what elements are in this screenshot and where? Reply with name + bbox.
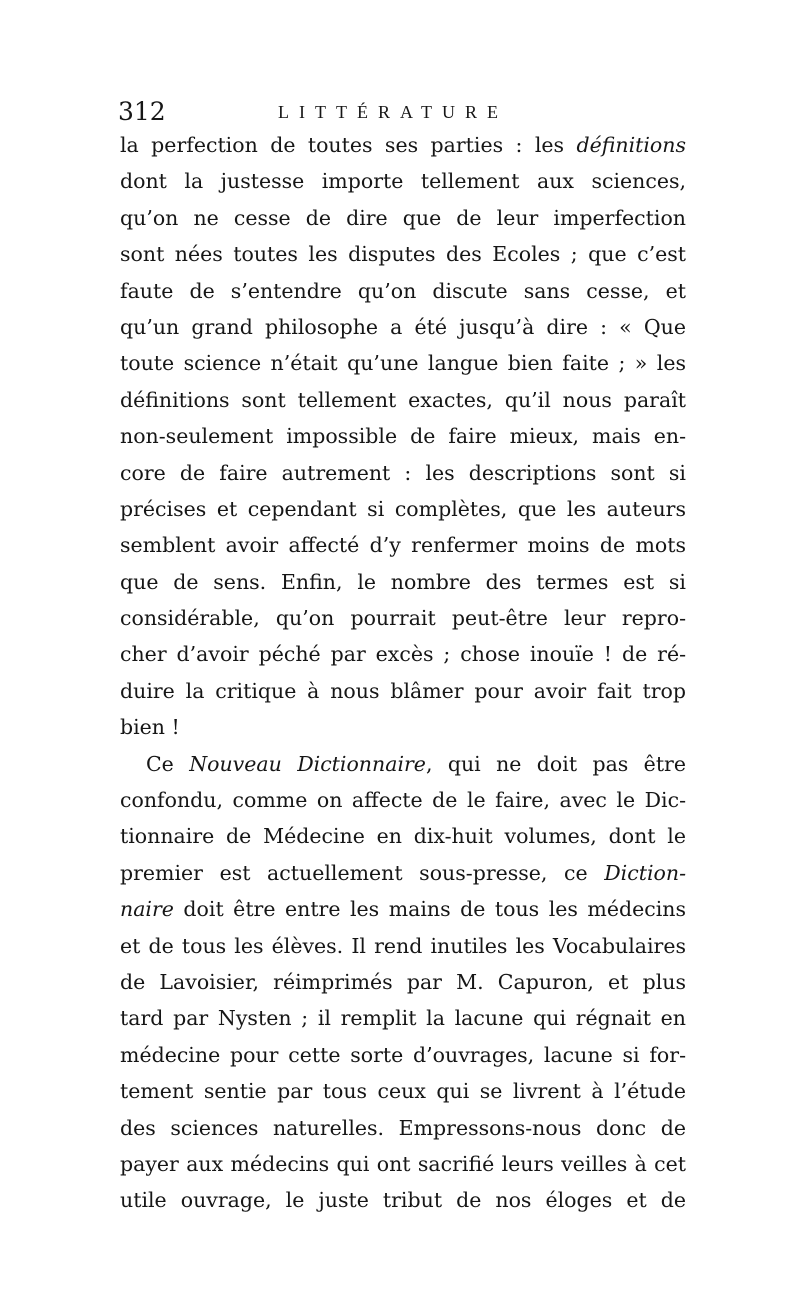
text-line: naire doit être entre les mains de tous les médecins [120, 897, 686, 922]
text-line: qu’un grand philosophe a été jusqu’à dire : « Que [120, 314, 686, 339]
text-line: des sciences naturelles. Empressons-nous donc de [120, 1115, 686, 1140]
text-line: semblent avoir affecté d’y renfermer moins de mots [120, 533, 686, 558]
text-line: non-seulement impossible de faire mieux, mais en- [120, 424, 686, 449]
text-line: faute de s’entendre qu’on discute sans cesse, et [120, 278, 686, 303]
text-line: médecine pour cette sorte d’ouvrages, lacune si for- [120, 1042, 686, 1067]
text-line: qu’on ne cesse de dire que de leur imperfection [120, 205, 686, 230]
text-line: premier est actuellement sous-presse, ce Diction- [120, 860, 686, 885]
text-line: cher d’avoir péché par excès ; chose inouïe ! de ré- [120, 642, 686, 667]
text-line: sont nées toutes les disputes des Ecoles ; que c’est [120, 242, 686, 267]
text-line: la perfection de toutes ses parties : les définitions [120, 133, 686, 157]
text-line: duire la critique à nous blâmer pour avoir fait trop [120, 678, 686, 703]
running-head: LITTÉRATURE [278, 102, 508, 122]
text-line: core de faire autrement : les descriptions sont si [120, 460, 686, 485]
text-line: que de sens. Enfin, le nombre des termes est si [120, 569, 686, 594]
paragraph-start-line: Ce Nouveau Dictionnaire, qui ne doit pas être [146, 751, 686, 776]
body-text [120, 127, 686, 1219]
text-line: tard par Nysten ; il remplit la lacune qui régnait en [120, 1006, 686, 1031]
text-line: précises et cependant si complètes, que les auteurs [120, 496, 686, 521]
text-line: utile ouvrage, le juste tribut de nos éloges et de [120, 1188, 686, 1213]
text-line: payer aux médecins qui ont sacrifié leurs veilles à cet [120, 1151, 686, 1176]
text-line: et de tous les élèves. Il rend inutiles les Vocabulaires [120, 933, 686, 958]
paragraph-end-line: bien ! [120, 715, 180, 740]
text-line: de Lavoisier, réimprimés par M. Capuron, et plus [120, 969, 686, 994]
text-line: dont la justesse importe tellement aux sciences, [120, 169, 686, 194]
text-line: tionnaire de Médecine en dix-huit volumes, dont le [120, 824, 686, 849]
text-line: définitions sont tellement exactes, qu’il nous paraît [120, 387, 686, 412]
text-line: confondu, comme on affecte de le faire, avec le Dic- [120, 788, 686, 813]
text-line: considérable, qu’on pourrait peut-être leur repro- [120, 606, 686, 631]
text-line: tement sentie par tous ceux qui se livrent à l’étude [120, 1079, 686, 1104]
text-line: toute science n’était qu’une langue bien faite ; » les [120, 351, 686, 376]
page-number: 312 [118, 97, 166, 126]
